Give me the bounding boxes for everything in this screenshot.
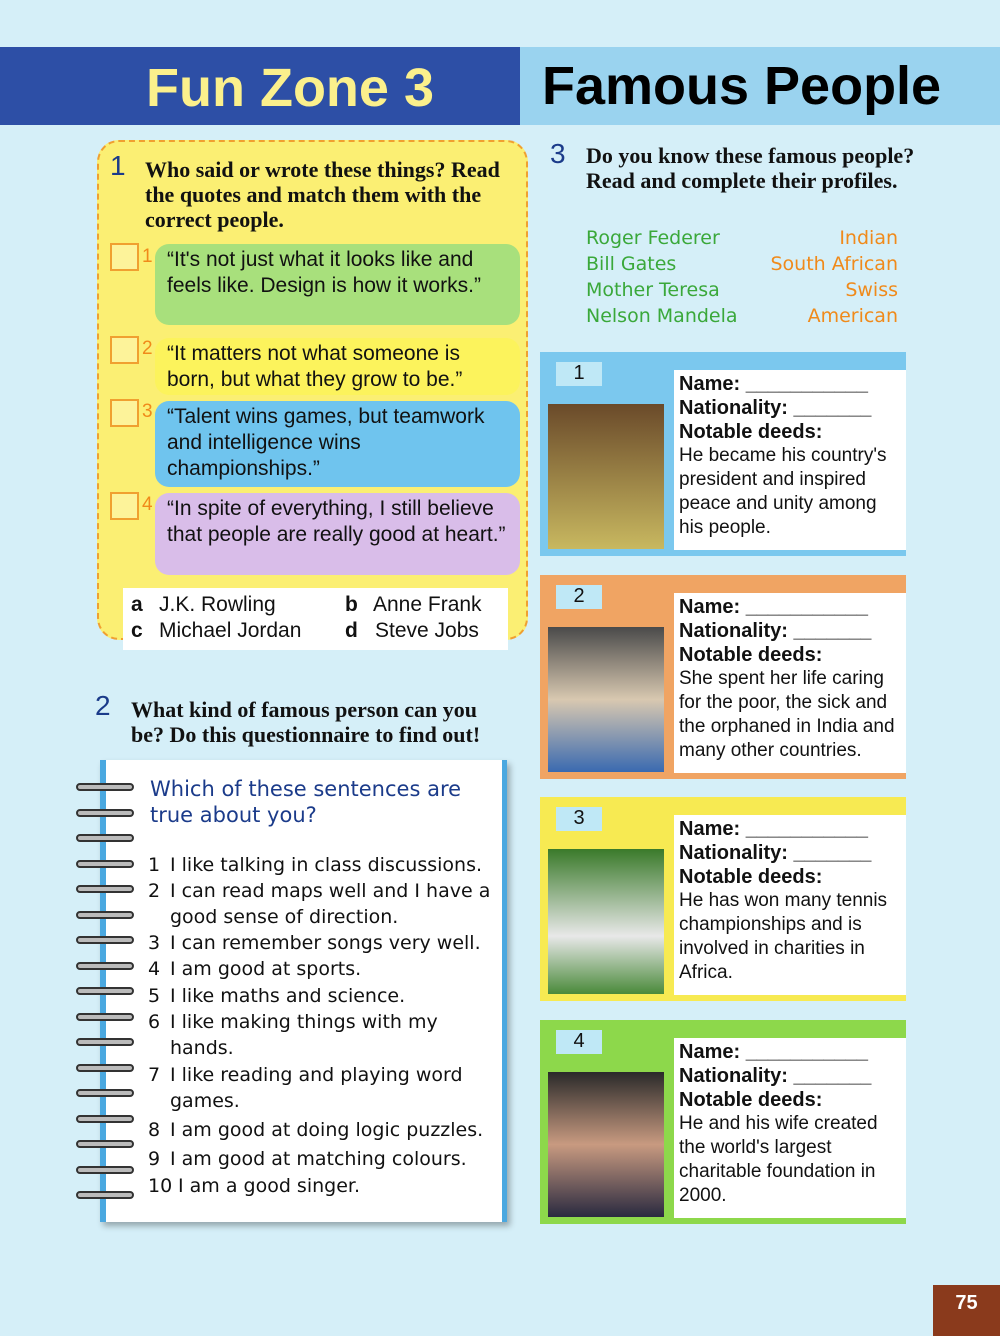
quote-number: 3 <box>142 401 153 422</box>
page-number: 75 <box>933 1285 1000 1336</box>
option-letter: a <box>131 593 143 616</box>
spiral-ring <box>76 1166 134 1174</box>
profile-text <box>674 1038 906 1218</box>
name-field[interactable]: Name: ___________ <box>679 818 869 840</box>
deeds-text: She spent her life caring for the poor, the sick and the orphaned in India and many other countries. <box>679 668 895 761</box>
option-name: Steve Jobs <box>375 619 479 642</box>
people-options <box>123 588 508 650</box>
profile-text <box>674 370 906 550</box>
questionnaire-item: 1 I like talking in class discussions. <box>148 854 483 876</box>
spiral-ring <box>76 809 134 817</box>
spiral-ring <box>76 1038 134 1046</box>
fun-zone-title: Fun Zone 3 <box>146 58 434 118</box>
questionnaire-item: 6 I like making things with my hands. <box>148 1011 438 1059</box>
option-name: Michael Jordan <box>159 619 302 642</box>
questionnaire-item: 5 I like maths and science. <box>148 985 406 1007</box>
header-right <box>520 47 1000 125</box>
card-number: 4 <box>556 1030 602 1054</box>
nationality-item: Indian <box>839 227 898 249</box>
quote-number: 2 <box>142 338 153 359</box>
spiral-ring <box>76 1013 134 1021</box>
name-field[interactable]: Name: ___________ <box>679 373 869 395</box>
spiral-ring <box>76 1140 134 1148</box>
name-item: Bill Gates <box>586 253 677 275</box>
deeds-text: He and his wife created the world's largest charitable foundation in 2000. <box>679 1113 878 1206</box>
profile-text <box>674 593 906 773</box>
name-field[interactable]: Name: ___________ <box>679 596 869 618</box>
questionnaire-item: 10 I am a good singer. <box>148 1175 361 1197</box>
person-photo <box>548 1072 664 1217</box>
quote-4: “In spite of everything, I still believe that people are really good at heart.” <box>155 493 520 575</box>
deeds-label: Notable deeds: <box>679 644 823 666</box>
card-number: 2 <box>556 585 602 609</box>
answer-box-2[interactable] <box>110 336 139 364</box>
questionnaire-item: 8 I am good at doing logic puzzles. <box>148 1119 484 1141</box>
spiral-ring <box>76 936 134 944</box>
spiral-ring <box>76 1115 134 1123</box>
answer-box-3[interactable] <box>110 399 139 427</box>
nationality-item: South African <box>770 253 898 275</box>
person-photo <box>548 849 664 994</box>
option-letter: d <box>345 619 358 642</box>
questionnaire-item: 3 I can remember songs very well. <box>148 932 481 954</box>
answer-box-4[interactable] <box>110 492 139 520</box>
nationality-field[interactable]: Nationality: _______ <box>679 397 872 419</box>
answer-box-1[interactable] <box>110 243 139 271</box>
quote-2: “It matters not what someone is born, but what they grow to be.” <box>155 338 520 395</box>
card-number: 1 <box>556 362 602 386</box>
deeds-label: Notable deeds: <box>679 421 823 443</box>
names-list <box>586 225 738 329</box>
section1-instruction: Who said or wrote these things? Read the quotes and match them with the correct people. <box>145 157 500 232</box>
notebook-title: Which of these sentences are true about you? <box>150 777 462 827</box>
spiral-ring <box>76 834 134 842</box>
card-number: 3 <box>556 807 602 831</box>
questionnaire-item: 7 I like reading and playing word games. <box>148 1064 463 1112</box>
section3-number: 3 <box>550 138 566 169</box>
spiral-ring <box>76 962 134 970</box>
deeds-label: Notable deeds: <box>679 866 823 888</box>
quote-3: “Talent wins games, but teamwork and intelligence wins championships.” <box>155 401 520 487</box>
deeds-label: Notable deeds: <box>679 1089 823 1111</box>
questionnaire-item: 9 I am good at matching colours. <box>148 1148 467 1170</box>
deeds-text: He has won many tennis championships and is involved in charities in Africa. <box>679 890 888 983</box>
questionnaire-item: 4 I am good at sports. <box>148 958 362 980</box>
person-photo <box>548 627 664 772</box>
name-item: Nelson Mandela <box>586 305 738 327</box>
deeds-text: He became his country's president and inspired peace and unity among his people. <box>679 445 887 538</box>
section2-number: 2 <box>95 690 111 721</box>
name-field[interactable]: Name: ___________ <box>679 1041 869 1063</box>
nationality-item: American <box>807 305 898 327</box>
quote-number: 4 <box>142 494 153 515</box>
name-item: Roger Federer <box>586 227 720 249</box>
header-left <box>0 47 520 125</box>
spiral-ring <box>76 783 134 791</box>
quote-number: 1 <box>142 246 153 267</box>
quote-1: “It's not just what it looks like and feels like. Design is how it works.” <box>155 244 520 325</box>
nationality-field[interactable]: Nationality: _______ <box>679 620 872 642</box>
spiral-ring <box>76 1089 134 1097</box>
spiral-ring <box>76 1191 134 1199</box>
spiral-ring <box>76 987 134 995</box>
nationality-item: Swiss <box>845 279 898 301</box>
spiral-ring <box>76 1064 134 1072</box>
profile-text <box>674 815 906 995</box>
questionnaire-item: 2 I can read maps well and I have a good sense of direction. <box>148 880 491 928</box>
section2-instruction: What kind of famous person can you be? Do this questionnaire to find out! <box>131 697 481 747</box>
section1-number: 1 <box>110 150 126 181</box>
spiral-ring <box>76 860 134 868</box>
name-item: Mother Teresa <box>586 279 720 301</box>
page-title: Famous People <box>542 56 942 116</box>
option-letter: c <box>131 619 143 642</box>
option-name: J.K. Rowling <box>159 593 276 616</box>
option-letter: b <box>345 593 358 616</box>
section3-instruction: Do you know these famous people? Read and complete their profiles. <box>586 143 915 193</box>
nationalities-list <box>771 225 899 329</box>
spiral-ring <box>76 911 134 919</box>
option-name: Anne Frank <box>373 593 482 616</box>
nationality-field[interactable]: Nationality: _______ <box>679 842 872 864</box>
person-photo <box>548 404 664 549</box>
nationality-field[interactable]: Nationality: _______ <box>679 1065 872 1087</box>
spiral-ring <box>76 885 134 893</box>
